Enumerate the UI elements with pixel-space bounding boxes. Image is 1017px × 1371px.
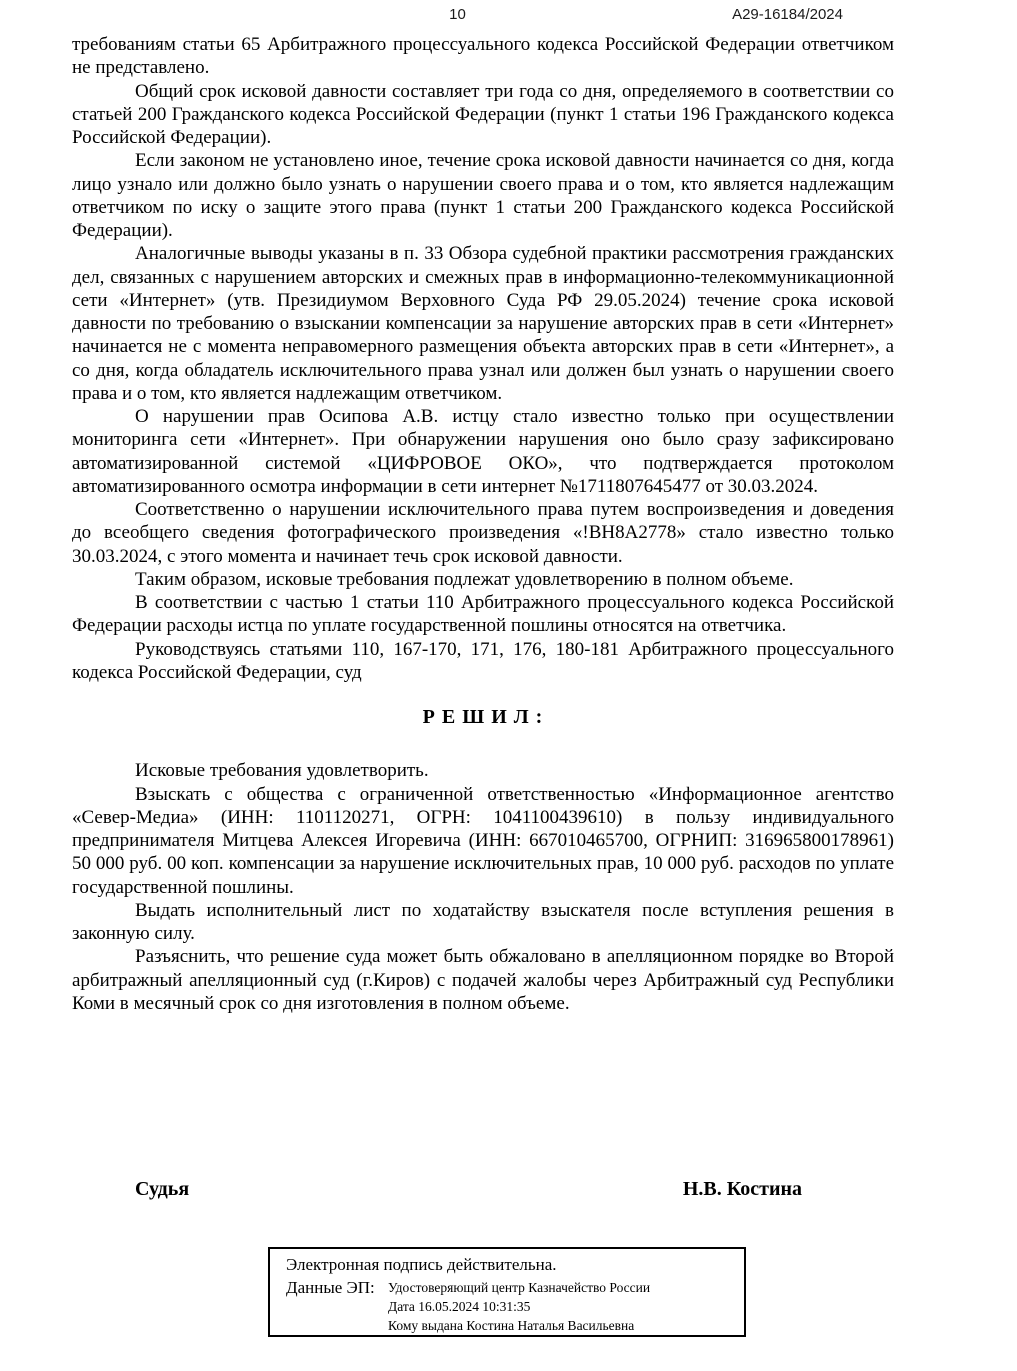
judge-label: Судья bbox=[135, 1178, 190, 1200]
stamp-detail-line: Дата 16.05.2024 10:31:35 bbox=[388, 1299, 531, 1314]
digital-signature-stamp bbox=[268, 1247, 746, 1337]
resolution-paragraph: Взыскать с общества с ограниченной ответственностью «Информационное агентство «Север-Медиа» (ИНН: 1101120271, ОГРН: 1041100439610) в пользу индивидуального предпринимателя Митцева Алексея Игоревича (ИНН: 667010465700, ОГРНИП: 316965800178961) 50 000 руб. 00 коп. компенсации за нарушение исключительных прав, 10 000 руб. расходов по уплате государственной пошлины. bbox=[72, 783, 894, 898]
paragraph: Аналогичные выводы указаны в п. 33 Обзора судебной практики рассмотрения гражданских дел, связанных с нарушением авторских и смежных прав в информационно-телекоммуникационной сети «Интернет» (утв. Президиумом Верховного Суда РФ 29.05.2024) течение срока исковой давности по требованию о взыскании компенсации за нарушение авторских прав в сети «Интернет» начинается не с момента неправомерного размещения объекта авторских прав в сети «Интернет», а со дня, когда обладатель исключительного права узнал или должен был узнать о нарушении своего права и о том, кто является надлежащим ответчиком. bbox=[72, 243, 894, 404]
paragraph: О нарушении прав Осипова А.В. истцу стало известно только при осуществлении мониторинга сети «Интернет». При обнаружении нарушения оно было сразу зафиксировано автоматизированной системой «ЦИФРОВОЕ ОКО», что подтверждается протоколом автоматизированного осмотра информации в сети интернет №1711807645477 от 30.03.2024. bbox=[72, 406, 894, 497]
paragraph: Руководствуясь статьями 110, 167-170, 171, 176, 180-181 Арбитражного процессуального кодекса Российской Федерации, суд bbox=[72, 638, 894, 683]
judge-name: Н.В. Костина bbox=[682, 1178, 802, 1200]
resolution-paragraph: Разъяснить, что решение суда может быть обжаловано в апелляционном порядке во Второй арбитражный апелляционный суд (г.Киров) с подачей жалобы через Арбитражный суд Республики Коми в месячный срок со дня изготовления в полном объеме. bbox=[72, 946, 894, 1014]
paragraph: В соответствии с частью 1 статьи 110 Арбитражного процессуального кодекса Российской Федерации расходы истца по уплате государственной пошлины относятся на ответчика. bbox=[72, 592, 894, 637]
page-header bbox=[72, 6, 843, 26]
resolution-paragraph: Выдать исполнительный лист по ходатайству взыскателя после вступления решения в законную силу. bbox=[72, 899, 894, 944]
paragraph: Соответственно о нарушении исключительного права путем воспроизведения и доведения до всеобщего сведения фотографического произведения «!BH8A2778» стало известно только 30.03.2024, с этого момента и начинает течь срок исковой давности. bbox=[72, 499, 894, 567]
decision-heading: Р Е Ш И Л : bbox=[422, 706, 544, 728]
stamp-data-label: Данные ЭП: bbox=[286, 1278, 375, 1297]
signature-row bbox=[72, 1178, 894, 1201]
document-body bbox=[72, 33, 894, 1015]
stamp-detail-line: Удостоверяющий центр Казначейство России bbox=[388, 1280, 651, 1295]
paragraph: требованиям статьи 65 Арбитражного процессуального кодекса Российской Федерации ответчиком не представлено. bbox=[72, 34, 894, 79]
paragraph: Общий срок исковой давности составляет три года со дня, определяемого в соответствии со статьей 200 Гражданского кодекса Российской Федерации (пункт 1 статьи 196 Гражданского кодекса Российской Федерации). bbox=[72, 80, 894, 148]
stamp-detail-line: Кому выдана Костина Наталья Васильевна bbox=[388, 1318, 635, 1333]
paragraph: Если законом не установлено иное, течение срока исковой давности начинается со дня, когда лицо узнало или должно было узнать о нарушении своего права и о том, кто является надлежащим ответчиком по иску о защите этого права (пункт 1 статьи 200 Гражданского кодекса Российской Федерации). bbox=[72, 150, 894, 241]
stamp-details bbox=[388, 1278, 650, 1335]
resolution-paragraph: Исковые требования удовлетворить. bbox=[135, 760, 429, 782]
paragraph: Таким образом, исковые требования подлежат удовлетворению в полном объеме. bbox=[135, 568, 794, 590]
page-number: 10 bbox=[449, 6, 466, 23]
stamp-status-line: Электронная подпись действительна. bbox=[286, 1255, 557, 1274]
case-number: А29-16184/2024 bbox=[732, 6, 843, 23]
stamp-data-row bbox=[286, 1278, 736, 1335]
